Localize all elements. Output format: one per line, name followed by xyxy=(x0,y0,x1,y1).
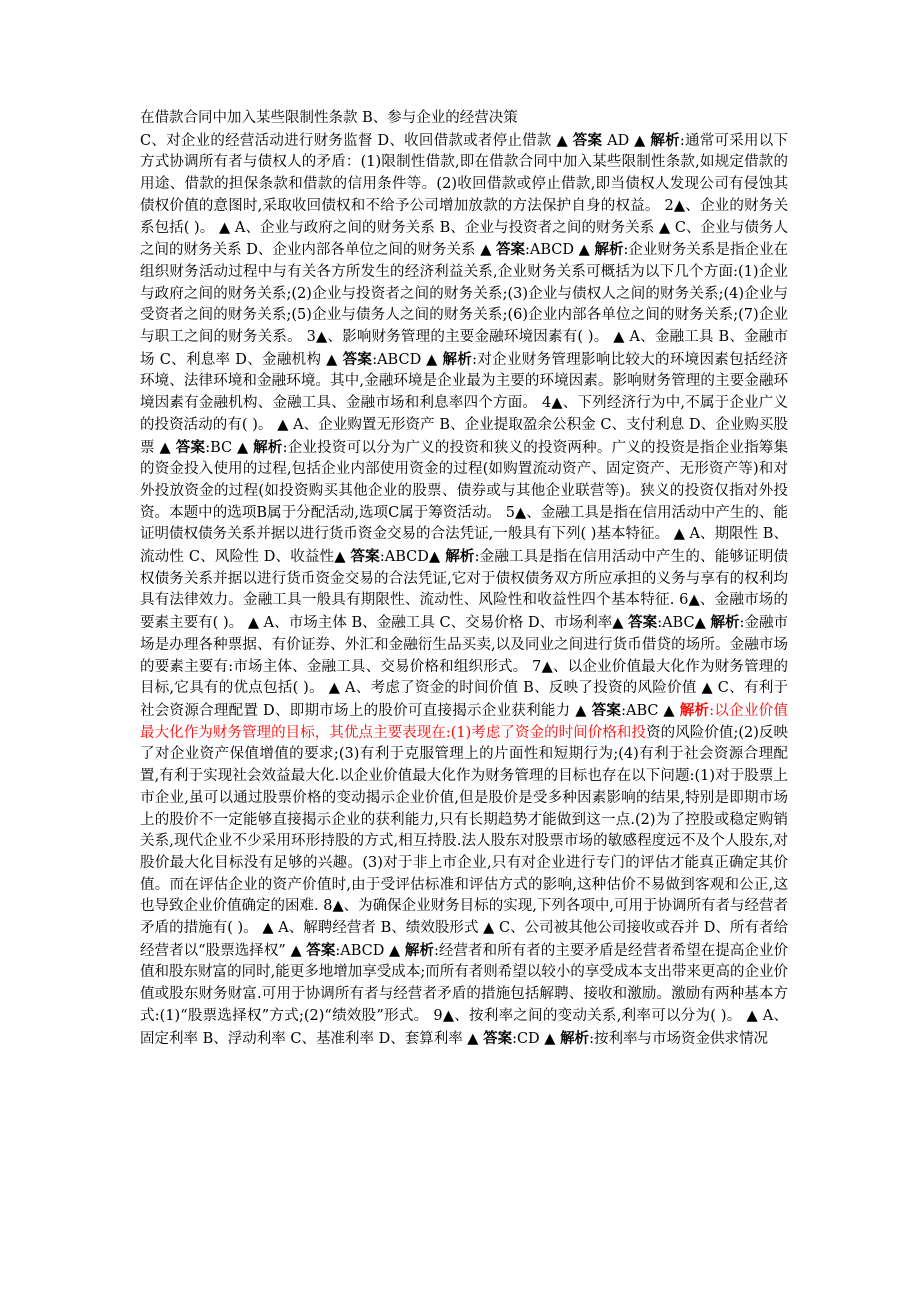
bold-text-run: 答案 xyxy=(350,548,380,566)
bold-text-run: 答案 xyxy=(572,131,603,149)
bold-text-run: 解析 xyxy=(594,241,624,259)
text-run: :ABCD ▲ xyxy=(525,242,595,259)
text-run: :对企业财务管理影响比较大的环境因素包括经济环境、法律环境和金融环境。其中,金融环境是企业最为主要的环境因素。影响财务管理的主要金融环境因素有金融机构、金融工具、金融市场和利息率四个方面。 4▲、下列经济行为中,不属于企业广义的投资活动的有( )。 ▲ A、企业购置无形资产 B、企业提取盈余公积金 C、支付利息 D、企业购买股票 ▲ xyxy=(140,351,789,456)
text-run: C、对企业的经营活动进行财务监督 D、收回借款或者停止借款 ▲ xyxy=(140,132,573,149)
text-run: :按利率与市场资金供求情况 xyxy=(589,1030,768,1047)
bold-text-run: 解析 xyxy=(679,701,710,719)
text-run: 在借款合同中加入某些限制性条款 B、参与企业的经营决策 xyxy=(140,110,518,126)
bold-text-run: 解析 xyxy=(253,438,283,456)
bold-text-run: 答案 xyxy=(175,438,206,456)
bold-text-run: 答案 xyxy=(591,701,622,719)
text-run: :ABC ▲ xyxy=(621,702,680,719)
bold-text-run: 解析 xyxy=(404,941,434,959)
bold-text-run: 解析 xyxy=(710,614,740,632)
text-run: :ABCD ▲ xyxy=(372,351,443,368)
text-run: :BC ▲ xyxy=(205,439,254,456)
text-run: :通常可采用以下方式协调所有者与债权人的矛盾：(1)限制性借款,即在借款合同中加入某些限制性条款,如规定借款的用途、借款的担保条款和借款的信用条件等。(2)收回借款或停止借款,即当债权人发现公司有侵蚀其债权价值的意图时,采取收回债权和不给予公司增加放款的方法保护自身的权益。 2▲、企业的财务关系包括( )。 ▲ A、企业与政府之间的财务关系 B、企业与投资者之间的财务关系 ▲ C、企业与债务人之间的财务关系 D、企业内部各单位之间的财务关系 ▲ xyxy=(140,132,789,259)
document-body xyxy=(140,108,788,1050)
text-run: :企业投资可以分为广义的投资和狭义的投资两种。广义的投资是指企业指筹集的资金投入使用的过程,包括企业内部使用资金的过程(如购置流动资产、固定资产、无形资产等)和对外投放资金的过程(如投资购买其他企业的股票、债券或与其他企业联营等)。狭义的投资仅指对外投资。本题中的选项B属于分配活动,选项C属于筹资活动。 5▲、金融工具是指在信用活动中产生的、能证明债权债务关系并据以进行货币资金交易的合法凭证,一般具有下列( )基本特征。 ▲ A、期限性 B、流动性 C、风险性 D、收益性▲ xyxy=(140,439,789,566)
bold-text-run: 答案 xyxy=(483,1029,513,1047)
bold-text-run: 答案 xyxy=(306,941,336,959)
text-run: :CD ▲ xyxy=(512,1030,561,1047)
text-run: :企业财务关系是指企业在组织财务活动过程中与有关各方所发生的经济利益关系,企业财务关系可概括为以下几个方面:(1)企业与政府之间的财务关系;(2)企业与投资者之间的财务关系;(3)企业与债权人之间的财务关系;(4)企业与受资者之间的财务关系;(5)企业与债务人之间的财务关系;(6)企业内部各单位之间的财务关系;(7)企业与职工之间的财务关系。 3▲、影响财务管理的主要金融环境因素有( )。 ▲ A、金融工具 B、金融市场 C、利息率 D、金融机构 ▲ xyxy=(140,242,789,368)
text-run: AD ▲ xyxy=(602,132,651,149)
text-run: 资的风险价值;(2)反映了对企业资产保值增值的要求;(3)有利于克服管理上的片面性和短期行为;(4)有利于社会资源合理配置,有利于实现社会效益最大化.以企业价值最大化作为财务管理的目标也存在以下问题:(1)对于股票上市企业,虽可以通过股票价格的变动揭示企业价值,但是股价是受多种因素影响的结果,特别是即期市场上的股价不一定能够直接揭示企业的获利能力,只有长期趋势才能做到这一点.(2)为了控股或稳定购销关系,现代企业不少采用环形持股的方式,相互持股.法人股东对股票市场的敏感程度远不及个人股东,对股价最大化目标没有足够的兴趣。(3)对于非上市企业,只有对企业进行专门的评估才能真正确定其价值。而在评估企业的资产价值时,由于受评估标准和评估方式的影响,这种估价不易做到客观和公正,这也导致企业价值确定的困难. 8▲、为确保企业财务目标的实现,下列各项中,可用于协调所有者与经营者矛盾的措施有( )。 ▲ A、解聘经营者 B、绩效股形式 ▲ C、公司被其他公司接收或吞并 D、所有者给经营者以“股票选择权” ▲ xyxy=(140,724,788,959)
text-run: :ABC▲ xyxy=(657,615,711,632)
paragraph xyxy=(140,108,788,130)
bold-text-run: 解析 xyxy=(445,548,475,566)
text-run: :金融市场是办理各种票据、有价证券、外汇和金融衍生品买卖,以及同业之间进行货币借贷的场所。金融市场的要素主要有:市场主体、金融工具、交易价格和组织形式。 7▲、以企业价值最大化作为财务管理的目标,它具有的优点包括( )。 ▲ A、考虑了资金的时间价值 B、反映了投资的风险价值 ▲ C、有利于社会资源合理配置 D、即期市场上的股价可直接揭示企业获利能力 ▲ xyxy=(140,615,789,719)
paragraph xyxy=(140,130,788,1051)
text-run: :ABCD ▲ xyxy=(335,942,405,959)
bold-text-run: 解析 xyxy=(442,350,473,368)
text-run: :经营者和所有者的主要矛盾是经营者希望在提高企业价值和股东财富的同时,能更多地增加享受成本;而所有者则希望以较小的享受成本支出带来更高的企业价值或股东财务财富.可用于协调所有者与经营者矛盾的措施包括解聘、接收和激励。激励有两种基本方式:(1)“股票选择权”方式;(2)“绩效股”形式。 9▲、按利率之间的变动关系,利率可以分为( )。 ▲ A、固定利率 B、浮动利率 C、基准利率 D、套算利率 ▲ xyxy=(140,942,788,1047)
text-run: :ABCD▲ xyxy=(379,549,446,566)
bold-text-run: 答案 xyxy=(495,241,526,259)
bold-text-run: 解析 xyxy=(560,1029,590,1047)
bold-text-run: 答案 xyxy=(628,614,658,632)
bold-text-run: 答案 xyxy=(342,350,373,368)
text-run: :金融工具是指在信用活动中产生的、能够证明债权债务关系并据以进行货币资金交易的合法凭证,它对于债权债务双方所应承担的义务与享有的权利均具有法律效力。金融工具一般具有期限性、流动性、风险性和收益性四个基本特征. 6▲、金融市场的要素主要有( )。 ▲ A、市场主体 B、金融工具 C、交易价格 D、市场利率▲ xyxy=(140,549,789,632)
bold-text-run: 解析 xyxy=(650,131,680,149)
text-run: :以企业价值最大化作为财务管理的目标，其优点主要表现在:(1)考虑了资金的时间价格和投 xyxy=(140,702,788,741)
